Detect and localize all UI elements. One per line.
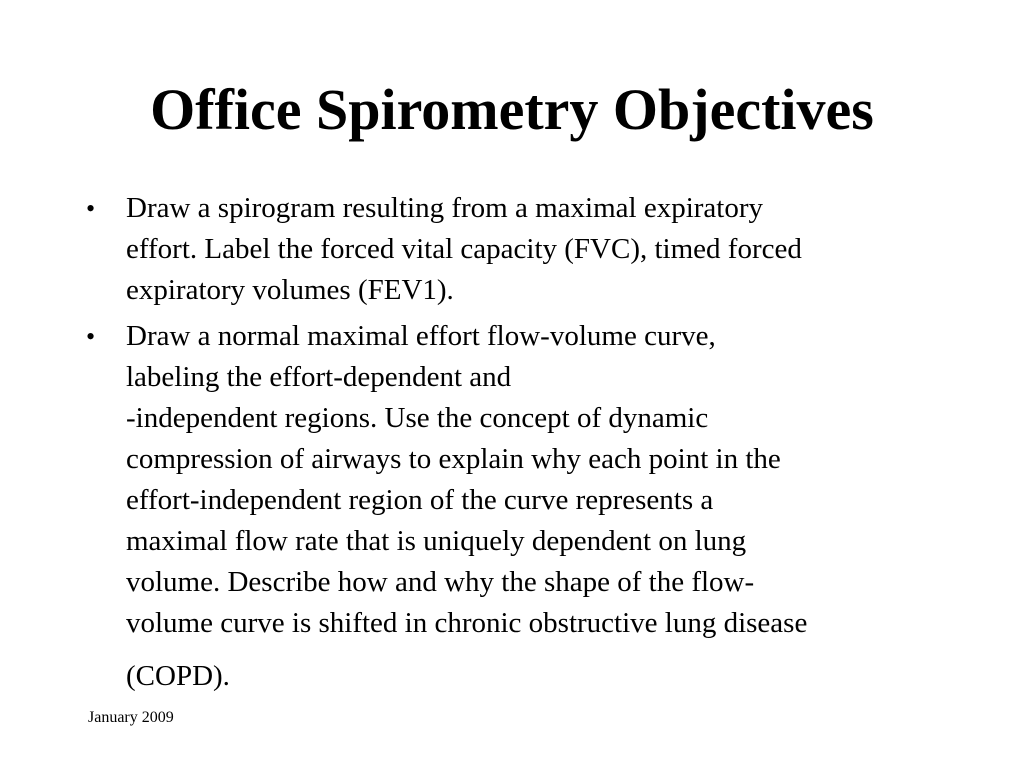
footer-date: January 2009 bbox=[88, 709, 174, 726]
bullet-line: effort-independent region of the curve represents a bbox=[126, 484, 714, 516]
bullet-line: maximal flow rate that is uniquely dependent on lung bbox=[126, 525, 747, 557]
bullet-icon: • bbox=[86, 322, 96, 351]
slide-title: Office Spirometry Objectives bbox=[150, 77, 874, 142]
bullet-line: expiratory volumes (FEV1). bbox=[126, 274, 454, 306]
bullet-line: Draw a spirogram resulting from a maximal expiratory bbox=[126, 192, 763, 224]
bullet-line: volume curve is shifted in chronic obstructive lung disease bbox=[126, 607, 808, 639]
bullet-line: volume. Describe how and why the shape of the flow- bbox=[126, 566, 755, 598]
bullet-line: effort. Label the forced vital capacity (FVC), timed forced bbox=[126, 233, 802, 265]
bullet-item-flow-volume bbox=[84, 316, 964, 697]
bullet-icon: • bbox=[86, 194, 96, 223]
objectives-list bbox=[84, 188, 964, 702]
bullet-line: -independent regions. Use the concept of dynamic bbox=[126, 402, 709, 434]
bullet-item-spirogram bbox=[84, 188, 964, 311]
bullet-line: compression of airways to explain why each point in the bbox=[126, 443, 781, 475]
bullet-line: labeling the effort-dependent and bbox=[126, 361, 512, 393]
bullet-line: Draw a normal maximal effort flow-volume curve, bbox=[126, 320, 716, 352]
bullet-line: (COPD). bbox=[126, 660, 230, 692]
